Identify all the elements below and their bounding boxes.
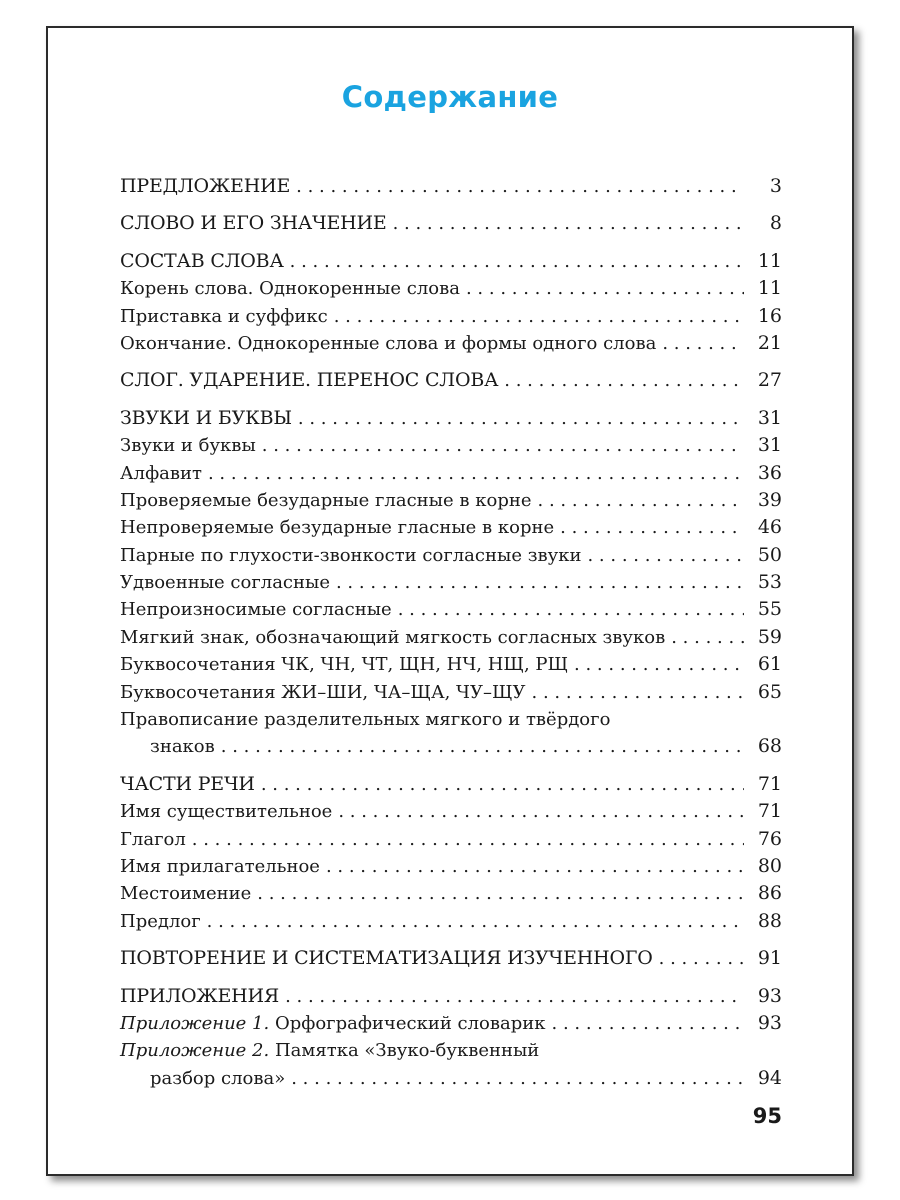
toc-entry[interactable] (120, 853, 782, 880)
toc-leader-dots (560, 514, 744, 541)
toc-leader-dots (296, 173, 744, 200)
toc-entry-page: 53 (757, 571, 782, 594)
toc-leader-dots (207, 908, 744, 935)
toc-entry-page: 55 (757, 598, 782, 621)
toc-entry-label: ПРИЛОЖЕНИЯ (120, 984, 280, 1007)
toc-leader-dots (662, 330, 744, 357)
toc-entry-label: Приставка и суффикс (120, 305, 328, 327)
toc-section-word-meaning (120, 210, 782, 237)
toc-entry-page: 31 (757, 406, 782, 429)
toc-leader-dots (192, 826, 744, 853)
toc-entry-label: Непроизносимые согласные (120, 599, 392, 621)
toc-entry-label (120, 1010, 546, 1037)
toc-section-review (120, 945, 782, 972)
toc-entry-label: Буквосочетания ЖИ–ШИ, ЧА–ЩА, ЧУ–ЩУ (120, 681, 526, 703)
toc-leader-dots (291, 1065, 744, 1092)
page-number: 95 (752, 1104, 782, 1128)
toc-entry-label: Звуки и буквы (120, 435, 256, 457)
toc-entry[interactable] (120, 624, 782, 651)
toc-entry-label: СОСТАВ СЛОВА (120, 249, 284, 272)
toc-entry[interactable] (120, 330, 782, 357)
page-title: Содержание (341, 80, 559, 114)
toc-leader-dots (504, 367, 744, 394)
toc-entry-page: 71 (757, 772, 782, 795)
toc-leader-dots (587, 542, 744, 569)
toc-entry-label: знаков (150, 736, 215, 758)
toc-entry-page: 36 (757, 461, 782, 484)
toc-entry-page: 65 (757, 680, 782, 703)
toc-entry-page: 71 (757, 800, 782, 823)
toc-section-sentence (120, 173, 782, 200)
toc-entry[interactable] (120, 679, 782, 706)
toc-entry[interactable] (120, 173, 782, 200)
toc-entry[interactable] (120, 880, 782, 907)
toc-entry-label: разбор слова» (150, 1067, 286, 1089)
toc-entry-page: 16 (757, 304, 782, 327)
toc-entry-label: Проверяемые безударные гласные в корне (120, 489, 532, 511)
toc-entry-label-line1[interactable]: Правописание разделительных мягкого и твёрдого (120, 709, 611, 731)
toc-section-appendices (120, 983, 782, 1093)
toc-leader-dots (262, 432, 744, 459)
toc-entry[interactable] (120, 275, 782, 302)
toc-entry[interactable] (120, 983, 782, 1010)
toc-entry-page: 39 (757, 488, 782, 511)
toc-entry[interactable] (120, 367, 782, 394)
toc-leader-dots (336, 569, 744, 596)
appendix-title: Памятка «Звуко-буквенный (269, 1040, 540, 1062)
toc-leader-dots (298, 405, 744, 432)
toc-entry[interactable] (120, 771, 782, 798)
toc-entry-label: Алфавит (120, 462, 202, 484)
toc-leader-dots (326, 853, 744, 880)
toc-leader-dots (671, 624, 744, 651)
toc-entry[interactable] (120, 596, 782, 623)
toc-entry[interactable] (120, 798, 782, 825)
toc-entry-label-line1[interactable] (120, 1037, 782, 1064)
toc-entry-label: Имя прилагательное (120, 855, 320, 877)
toc-entry-page: 91 (757, 947, 782, 970)
toc-entry-label: Удвоенные согласные (120, 572, 330, 594)
toc-section-word-structure (120, 248, 782, 358)
toc-entry-page: 93 (757, 984, 782, 1007)
toc-entry-label: ПОВТОРЕНИЕ И СИСТЕМАТИЗАЦИЯ ИЗУЧЕННОГО (120, 947, 653, 970)
toc-entry-page: 59 (757, 625, 782, 648)
appendix-number: Приложение 2. (120, 1040, 270, 1062)
toc-entry[interactable] (120, 248, 782, 275)
toc-leader-dots (290, 248, 744, 275)
toc-entry[interactable] (120, 432, 782, 459)
toc-entry-page: 94 (757, 1066, 782, 1089)
toc-entry[interactable] (120, 487, 782, 514)
toc-entry-page: 68 (757, 735, 782, 758)
book-page (46, 26, 854, 1176)
toc-leader-dots (466, 275, 744, 302)
toc-entry-page: 88 (757, 909, 782, 932)
toc-entry-page: 3 (769, 175, 782, 197)
toc-entry-label: СЛОВО И ЕГО ЗНАЧЕНИЕ (120, 212, 387, 235)
toc-entry[interactable] (120, 405, 782, 432)
appendix-title: Орфографический словарик (269, 1012, 546, 1034)
toc-entry[interactable] (120, 733, 782, 760)
toc-leader-dots (574, 651, 744, 678)
toc-entry-page: 76 (757, 827, 782, 850)
toc-entry[interactable] (120, 460, 782, 487)
toc-leader-dots (393, 210, 744, 237)
toc-entry[interactable] (120, 542, 782, 569)
appendix-number: Приложение 1. (120, 1012, 270, 1034)
toc-entry-label: Глагол (120, 828, 186, 850)
toc-entry[interactable] (120, 569, 782, 596)
toc-leader-dots (659, 945, 744, 972)
toc-entry[interactable] (120, 945, 782, 972)
toc-section-parts-of-speech (120, 771, 782, 935)
toc-entry-label: Окончание. Однокоренные слова и формы одного слова (120, 332, 657, 354)
toc-entry-label: Имя существительное (120, 801, 333, 823)
toc-leader-dots (532, 679, 744, 706)
toc-section-sounds-letters (120, 405, 782, 761)
toc-entry-page: 11 (757, 249, 782, 272)
toc-entry-label: Корень слова. Однокоренные слова (120, 278, 460, 300)
toc-entry-page: 50 (757, 543, 782, 566)
toc-entry-page: 61 (757, 653, 782, 676)
toc-leader-dots (261, 771, 744, 798)
toc-section-syllable (120, 367, 782, 394)
table-of-contents (120, 173, 782, 1102)
toc-entry-label: ЗВУКИ И БУКВЫ (120, 406, 292, 429)
toc-entry-page: 46 (757, 516, 782, 539)
toc-entry-label: Буквосочетания ЧК, ЧН, ЧТ, ЩН, НЧ, НЩ, РЩ (120, 654, 569, 676)
toc-entry-page: 86 (757, 882, 782, 905)
toc-leader-dots (398, 596, 744, 623)
toc-entry-page: 80 (757, 854, 782, 877)
toc-entry[interactable] (120, 303, 782, 330)
toc-entry[interactable] (120, 1010, 782, 1037)
toc-leader-dots (338, 798, 744, 825)
toc-entry-page: 8 (769, 212, 782, 235)
toc-entry-page: 93 (757, 1011, 782, 1034)
toc-entry[interactable] (120, 908, 782, 935)
toc-entry-label: ЧАСТИ РЕЧИ (120, 772, 255, 795)
toc-entry[interactable] (120, 826, 782, 853)
toc-entry-label: Предлог (120, 910, 201, 932)
toc-entry-label: СЛОГ. УДАРЕНИЕ. ПЕРЕНОС СЛОВА (120, 369, 499, 392)
toc-leader-dots (257, 880, 744, 907)
toc-leader-dots (221, 733, 744, 760)
toc-leader-dots (552, 1010, 744, 1037)
toc-leader-dots (538, 487, 745, 514)
toc-entry[interactable] (120, 514, 782, 541)
toc-entry-label: Местоимение (120, 883, 252, 905)
toc-entry[interactable] (120, 210, 782, 237)
toc-entry-label: ПРЕДЛОЖЕНИЕ (120, 175, 291, 197)
toc-entry-page: 21 (757, 331, 782, 354)
toc-entry-page: 11 (757, 277, 782, 300)
toc-entry[interactable] (120, 651, 782, 678)
toc-entry-label: Мягкий знак, обозначающий мягкость согласных звуков (120, 626, 666, 648)
toc-entry-page: 31 (757, 434, 782, 457)
toc-leader-dots (208, 460, 744, 487)
toc-entry[interactable] (120, 1065, 782, 1092)
toc-leader-dots (334, 303, 744, 330)
toc-entry-label: Парные по глухости-звонкости согласные звуки (120, 544, 582, 566)
toc-entry-label: Непроверяемые безударные гласные в корне (120, 517, 555, 539)
toc-entry-page: 27 (757, 369, 782, 392)
toc-leader-dots (285, 983, 744, 1010)
